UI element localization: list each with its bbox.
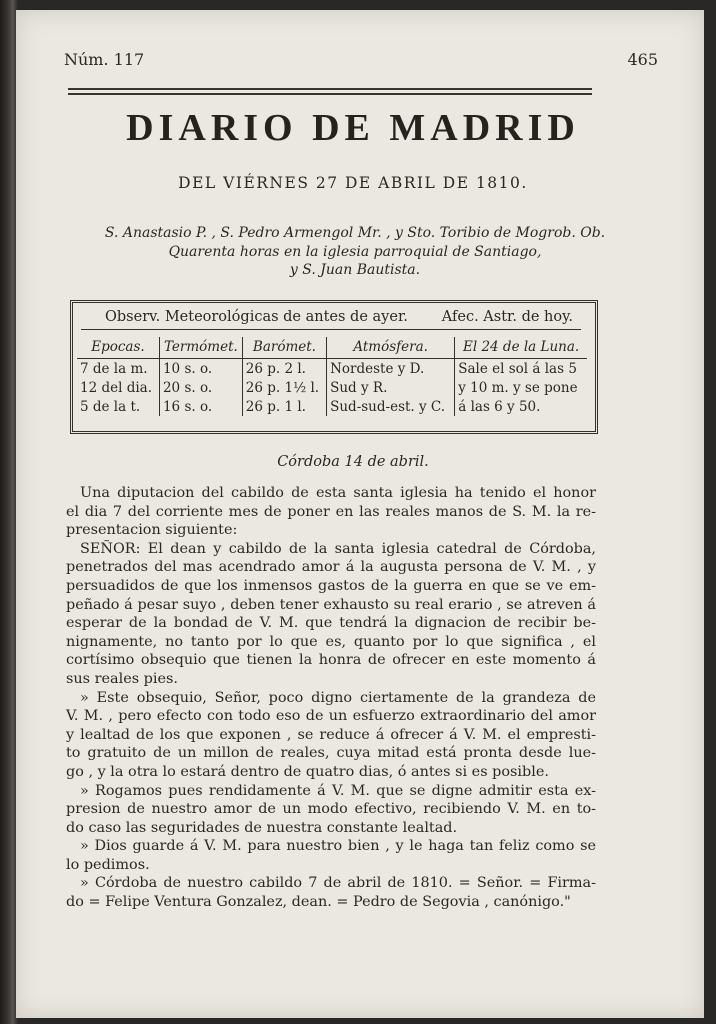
page-number: 465: [627, 50, 658, 69]
saints-line: y S. Juan Bautista.: [289, 262, 421, 278]
column-header: Epocas.: [77, 337, 159, 359]
article-paragraph: [66, 837, 596, 874]
column-header: Atmósfera.: [327, 337, 455, 359]
table-cell: y 10 m. y se pone: [455, 378, 587, 397]
newspaper-page: [16, 10, 704, 1018]
paragraph-line: presentacion siguiente:: [66, 522, 238, 539]
article-paragraph: [66, 874, 596, 911]
paragraph-line: esperar de la bondad de V. M. que tendrá la dignacion de recibir be-: [66, 615, 596, 632]
paragraph-line: to gratuito de un millon de reales, cuya mitad está pronta desde lue-: [66, 745, 596, 762]
column-header: Barómet.: [242, 337, 326, 359]
weather-title-right: Afec. Astr. de hoy.: [441, 309, 573, 325]
masthead-title: DIARIO DE MADRID: [126, 107, 580, 149]
paragraph-line: cortísimo obsequio que tienen la honra de ofrecer en este momento á: [66, 652, 596, 669]
table-cell: á las 6 y 50.: [455, 397, 587, 416]
paragraph-line: lo pedimos.: [66, 856, 150, 873]
weather-title-row: [81, 309, 581, 330]
article-body: [66, 484, 596, 912]
table-row: [77, 378, 587, 397]
weather-table-box: [70, 300, 598, 434]
table-cell: 10 s. o.: [159, 359, 242, 379]
paragraph-line: go , y la otra lo estará dentro de quatro dias, ó antes si es posible.: [66, 763, 549, 780]
table-cell: 26 p. 1½ l.: [242, 378, 326, 397]
paragraph-line: y lealtad de los que exponen , se reduce á ofrecer á V. M. el empresti-: [66, 726, 596, 743]
paragraph-line: » Córdoba de nuestro cabildo 7 de abril de 1810. = Señor. = Firma-: [80, 875, 596, 892]
header-rule: [68, 93, 592, 95]
issue-date: DEL VIÉRNES 27 DE ABRIL DE 1810.: [178, 174, 528, 192]
saints-line: S. Anastasio P. , S. Pedro Armengol Mr. , y Sto. Toribio de Mogrob. Ob.: [104, 225, 606, 241]
paragraph-line: penetrados del mas acendrado amor á la augusta persona de V. M. , y: [66, 559, 596, 576]
weather-title-left: Observ. Meteorológicas de antes de ayer.: [105, 309, 408, 325]
paragraph-line: SEÑOR: El dean y cabildo de la santa iglesia catedral de Córdoba,: [80, 540, 596, 557]
paragraph-line: do = Felipe Ventura Gonzalez, dean. = Pedro de Segovia , canónigo.": [66, 894, 571, 911]
saints-of-the-day: [60, 224, 650, 280]
article-paragraph: [66, 689, 596, 782]
table-cell: 20 s. o.: [159, 378, 242, 397]
paragraph-line: Una diputacion del cabildo de esta santa iglesia ha tenido el honor: [80, 485, 596, 501]
table-cell: 5 de la t.: [80, 399, 141, 415]
weather-table: [77, 337, 587, 416]
paragraph-line: el dia 7 del corriente mes de poner en las reales manos de S. M. la re-: [66, 503, 596, 520]
table-row: [77, 359, 587, 379]
paragraph-line: » Rogamos pues rendidamente á V. M. que se digne admitir esta ex-: [80, 782, 596, 799]
column-header: El 24 de la Luna.: [455, 337, 587, 359]
table-cell: 26 p. 1 l.: [242, 397, 326, 416]
article-paragraph: [66, 484, 596, 540]
table-cell: 7 de la m.: [80, 361, 148, 377]
paragraph-line: do caso las seguridades de nuestra constante lealtad.: [66, 819, 458, 836]
paragraph-line: V. M. , pero efecto con todo eso de un esfuerzo extraordinario del amor: [66, 708, 596, 725]
paragraph-line: » Dios guarde á V. M. para nuestro bien , y le haga tan feliz como se: [80, 838, 596, 855]
table-cell: Sale el sol á las 5: [455, 359, 587, 379]
table-cell: Sud y R.: [327, 378, 455, 397]
table-cell: 16 s. o.: [159, 397, 242, 416]
column-header: Termómet.: [159, 337, 242, 359]
header-rule: [68, 88, 592, 90]
issue-number: Núm. 117: [64, 50, 145, 69]
paragraph-line: » Este obsequio, Señor, poco digno ciertamente de la grandeza de: [80, 689, 596, 706]
table-cell: Sud-sud-est. y C.: [327, 397, 455, 416]
article-paragraph: [66, 782, 596, 838]
table-row: [77, 397, 587, 416]
saints-line: Quarenta horas en la iglesia parroquial de Santiago,: [168, 243, 542, 260]
article-paragraph: [66, 540, 596, 689]
paragraph-line: persuadidos de que los inmensos gastos de la guerra en que se ve em-: [66, 577, 596, 594]
paragraph-line: peñado á pesar suyo , deben tener exhausto su real erario , se atreven á: [66, 596, 596, 613]
paragraph-line: sus reales pies.: [66, 670, 178, 687]
table-cell: 12 del dia.: [80, 380, 153, 396]
paragraph-line: nignamente, no tanto por lo que es, quanto por lo que significa , el: [66, 633, 596, 650]
article-dateline: Córdoba 14 de abril.: [277, 454, 429, 470]
paragraph-line: presion de nuestro amor de un modo efectivo, recibiendo V. M. en to-: [66, 801, 596, 818]
table-cell: 26 p. 2 l.: [242, 359, 326, 379]
table-cell: Nordeste y D.: [327, 359, 455, 379]
